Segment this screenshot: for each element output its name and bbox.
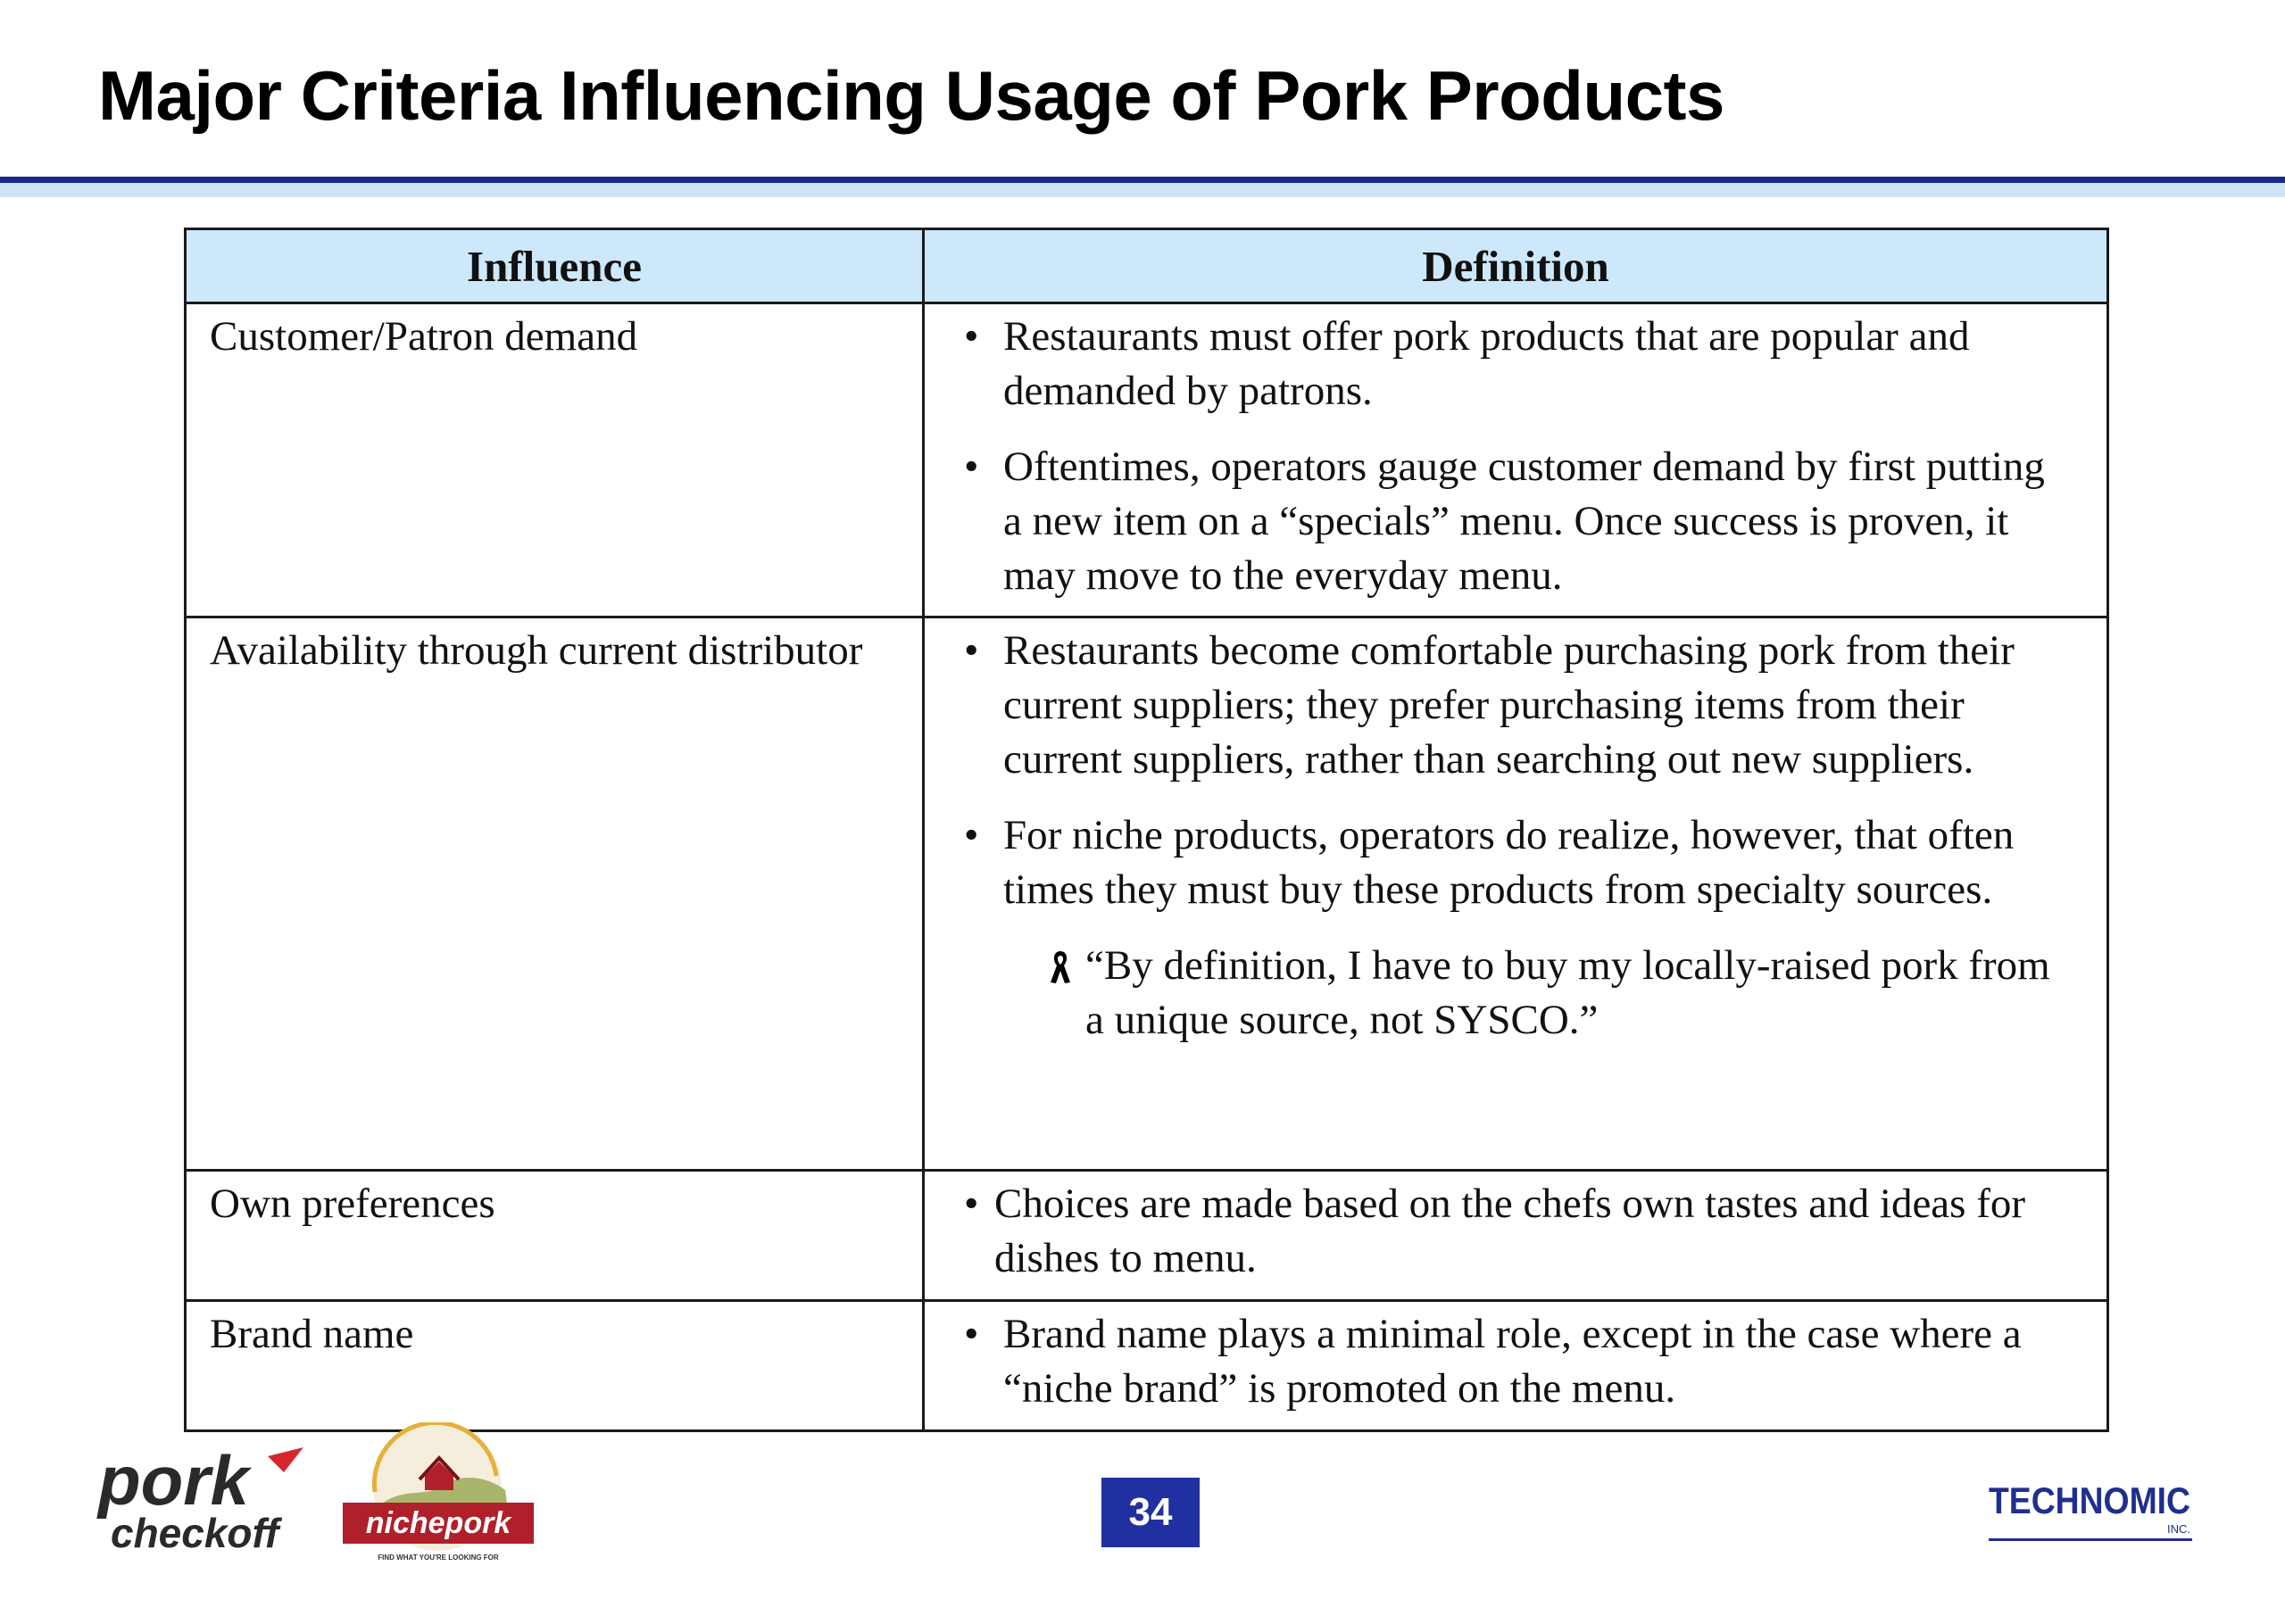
bullet-text: Choices are made based on the chefs own tastes and ideas for dishes to menu. bbox=[994, 1181, 2026, 1281]
influence-cell: Availability through current distributor bbox=[186, 617, 924, 1171]
bullet-glyph: • bbox=[964, 1181, 979, 1227]
definition-cell bbox=[924, 303, 2108, 617]
criteria-table bbox=[184, 228, 2109, 1432]
nichepork-logo bbox=[339, 1422, 541, 1565]
definition-cell bbox=[924, 1301, 2108, 1431]
bullet-text: Restaurants become comfortable purchasing pork from their current suppliers; they prefer purchasing items from their current suppliers, rather than searching out new suppliers. bbox=[1003, 627, 2015, 783]
table-row bbox=[186, 1301, 2108, 1431]
column-header-influence: Influence bbox=[186, 229, 924, 303]
influence-cell: Brand name bbox=[186, 1301, 924, 1431]
checkoff-wordmark: checkoff bbox=[111, 1510, 279, 1556]
bullet-glyph: • bbox=[964, 1311, 979, 1357]
ribbon-icon bbox=[1048, 949, 1073, 985]
influence-cell: Customer/Patron demand bbox=[186, 303, 924, 617]
definition-cell bbox=[924, 1171, 2108, 1301]
definition-cell bbox=[924, 617, 2108, 1171]
title-divider bbox=[0, 177, 2285, 183]
bullet-text: Restaurants must offer pork products that are popular and demanded by patrons. bbox=[1003, 313, 1970, 414]
pork-checkoff-logo bbox=[93, 1446, 307, 1556]
technomic-inc: INC. bbox=[2167, 1522, 2190, 1536]
definition-bullet bbox=[944, 1177, 2071, 1286]
interview-quote bbox=[944, 939, 2071, 1048]
column-header-definition: Definition bbox=[924, 229, 2108, 303]
technomic-logo bbox=[1985, 1474, 2199, 1547]
pork-wordmark: pork bbox=[98, 1446, 250, 1520]
page-number-badge: 34 bbox=[1101, 1478, 1200, 1547]
slide-title: Major Criteria Influencing Usage of Pork Products bbox=[98, 56, 1724, 135]
bullet-glyph: • bbox=[964, 812, 979, 858]
definition-bullet bbox=[944, 624, 2071, 787]
table-row bbox=[186, 303, 2108, 617]
table-header-row bbox=[186, 229, 2108, 303]
definition-bullet bbox=[944, 440, 2071, 603]
bullet-text: For niche products, operators do realize, however, that often times they must buy these products from specialty sources. bbox=[1003, 812, 2015, 913]
definition-bullet bbox=[944, 1307, 2071, 1416]
nichepork-wordmark: nichepork bbox=[365, 1506, 511, 1540]
title-divider-shadow bbox=[0, 183, 2285, 197]
bullet-glyph: • bbox=[964, 443, 979, 490]
quote-text: “By definition, I have to buy my locally-raised pork from a unique source, not SYSCO.” bbox=[1085, 942, 2050, 1043]
influence-cell: Own preferences bbox=[186, 1171, 924, 1301]
bullet-glyph: • bbox=[964, 313, 979, 360]
bullet-text: Oftentimes, operators gauge customer demand by first putting a new item on a “specials” menu. Once success is proven, it may move to the everyday menu. bbox=[1003, 443, 2045, 599]
technomic-wordmark: TECHNOMIC bbox=[1989, 1479, 2190, 1521]
table-row bbox=[186, 1171, 2108, 1301]
bullet-glyph: • bbox=[964, 627, 979, 674]
table-row bbox=[186, 617, 2108, 1171]
definition-bullet bbox=[944, 808, 2071, 917]
definition-bullet bbox=[944, 310, 2071, 418]
bullet-text: Brand name plays a minimal role, except in the case where a “niche brand” is promoted on the menu. bbox=[1003, 1311, 2022, 1412]
nichepork-tagline: FIND WHAT YOU'RE LOOKING FOR bbox=[378, 1554, 499, 1562]
